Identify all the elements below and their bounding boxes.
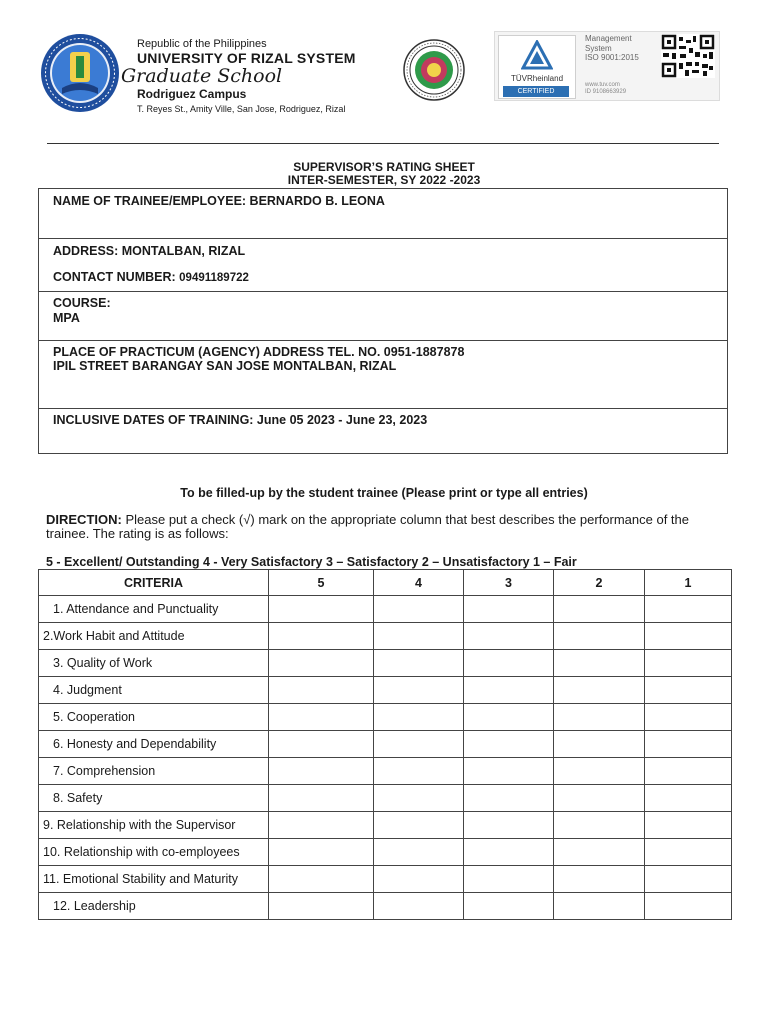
rating-cell-5[interactable] [269, 785, 374, 812]
criteria-cell: 9. Relationship with the Supervisor [39, 812, 269, 839]
contact-number [53, 270, 249, 286]
practicum-address: IPIL STREET BARANGAY SAN JOSE MONTALBAN, RIZAL [53, 359, 397, 373]
table-row [39, 677, 732, 704]
tuv-triangle-icon [521, 40, 553, 72]
rating-cell-5[interactable] [269, 596, 374, 623]
course-label: COURSE: [53, 296, 111, 310]
rating-cell-4[interactable] [374, 704, 464, 731]
table-header-row [39, 570, 732, 596]
tuv-brand-text: TÜVRheinland [510, 74, 564, 83]
rating-cell-1[interactable] [645, 812, 732, 839]
table-row [39, 650, 732, 677]
criteria-cell: 12. Leadership [39, 893, 269, 920]
rating-cell-3[interactable] [464, 704, 554, 731]
rating-cell-5[interactable] [269, 650, 374, 677]
cert-id: ID 9108663929 [585, 89, 627, 95]
rating-cell-1[interactable] [645, 839, 732, 866]
criteria-cell: 4. Judgment [39, 677, 269, 704]
header-rating-5: 5 [269, 570, 374, 596]
cert-web-text [585, 82, 655, 96]
criteria-cell: 3. Quality of Work [39, 650, 269, 677]
table-row [39, 731, 732, 758]
contact-value: 09491189722 [179, 272, 249, 284]
campus-name: Rodriguez Campus [137, 87, 247, 101]
header-rating-3: 3 [464, 570, 554, 596]
header-rating-4: 4 [374, 570, 464, 596]
direction-label: DIRECTION: [46, 512, 122, 527]
rating-cell-4[interactable] [374, 650, 464, 677]
trainee-info-box [38, 188, 728, 454]
table-row [39, 866, 732, 893]
university-name: UNIVERSITY OF RIZAL SYSTEM [137, 50, 356, 66]
rating-cell-4[interactable] [374, 839, 464, 866]
rating-cell-2[interactable] [554, 677, 645, 704]
rating-cell-1[interactable] [645, 731, 732, 758]
table-row [39, 785, 732, 812]
rating-cell-1[interactable] [645, 866, 732, 893]
trainee-address: ADDRESS: MONTALBAN, RIZAL [53, 244, 246, 258]
rating-cell-5[interactable] [269, 893, 374, 920]
qr-code-icon [661, 34, 715, 78]
trainee-name: NAME OF TRAINEE/EMPLOYEE: BERNARDO B. LEONA [53, 194, 385, 208]
rating-cell-3[interactable] [464, 596, 554, 623]
republic-text: Republic of the Philippines [137, 38, 267, 50]
rating-table [38, 569, 732, 920]
cert-web: www.tuv.com [585, 82, 620, 88]
criteria-cell: 5. Cooperation [39, 704, 269, 731]
rating-cell-2[interactable] [554, 839, 645, 866]
rating-cell-3[interactable] [464, 623, 554, 650]
course-value: MPA [53, 311, 80, 325]
info-divider [39, 408, 727, 409]
rating-cell-5[interactable] [269, 677, 374, 704]
rating-cell-3[interactable] [464, 812, 554, 839]
rating-cell-1[interactable] [645, 704, 732, 731]
header-criteria: CRITERIA [39, 570, 269, 596]
rating-cell-3[interactable] [464, 677, 554, 704]
tuv-rheinland-mark [498, 35, 576, 99]
header-divider [47, 143, 719, 144]
rating-cell-5[interactable] [269, 866, 374, 893]
rating-cell-1[interactable] [645, 677, 732, 704]
rating-cell-5[interactable] [269, 839, 374, 866]
info-divider [39, 291, 727, 292]
rating-cell-5[interactable] [269, 758, 374, 785]
criteria-cell: 7. Comprehension [39, 758, 269, 785]
rating-cell-2[interactable] [554, 596, 645, 623]
rating-cell-2[interactable] [554, 893, 645, 920]
rating-cell-2[interactable] [554, 758, 645, 785]
rating-cell-2[interactable] [554, 623, 645, 650]
cert-line-3: ISO 9001:2015 [585, 53, 639, 62]
rating-cell-4[interactable] [374, 677, 464, 704]
rating-cell-1[interactable] [645, 785, 732, 812]
criteria-cell: 1. Attendance and Punctuality [39, 596, 269, 623]
rating-cell-3[interactable] [464, 758, 554, 785]
iso-certification-badge [494, 31, 720, 101]
letterhead [121, 38, 397, 116]
rating-cell-5[interactable] [269, 623, 374, 650]
cert-line-1: Management [585, 34, 632, 43]
direction-text [46, 513, 726, 541]
rating-cell-2[interactable] [554, 650, 645, 677]
fill-up-note: To be filled-up by the student trainee (Please print or type all entries) [180, 486, 588, 500]
table-row [39, 893, 732, 920]
direction-body: Please put a check (√) mark on the appropriate column that best describes the performance of the trainee. The rating is as follows: [46, 512, 690, 541]
graduate-school-seal-logo [403, 38, 465, 102]
form-subtitle: INTER-SEMESTER, SY 2022 -2023 [287, 173, 481, 187]
graduate-school-name: Graduate School [121, 65, 283, 87]
rating-cell-2[interactable] [554, 812, 645, 839]
certified-badge: CERTIFIED [503, 86, 569, 97]
rating-cell-3[interactable] [464, 650, 554, 677]
training-dates: INCLUSIVE DATES OF TRAINING: June 05 2023 - June 23, 2023 [53, 413, 428, 427]
rating-cell-4[interactable] [374, 785, 464, 812]
rating-cell-4[interactable] [374, 866, 464, 893]
rating-cell-4[interactable] [374, 731, 464, 758]
practicum-place: PLACE OF PRACTICUM (AGENCY) ADDRESS TEL. NO. 0951-1887878 [53, 345, 465, 359]
rating-cell-2[interactable] [554, 785, 645, 812]
table-row [39, 704, 732, 731]
table-row [39, 623, 732, 650]
table-row [39, 758, 732, 785]
rating-cell-3[interactable] [464, 731, 554, 758]
rating-cell-4[interactable] [374, 596, 464, 623]
rating-cell-4[interactable] [374, 623, 464, 650]
rating-cell-1[interactable] [645, 596, 732, 623]
rating-scale: 5 - Excellent/ Outstanding 4 - Very Satisfactory 3 – Satisfactory 2 – Unsatisfactory 1 – Fair [46, 555, 577, 569]
rating-cell-3[interactable] [464, 866, 554, 893]
cert-line-2: System [585, 43, 612, 53]
rating-cell-5[interactable] [269, 812, 374, 839]
rating-cell-3[interactable] [464, 839, 554, 866]
rating-cell-1[interactable] [645, 623, 732, 650]
criteria-cell: 2.Work Habit and Attitude [39, 623, 269, 650]
rating-cell-2[interactable] [554, 866, 645, 893]
contact-label: CONTACT NUMBER: [53, 270, 176, 284]
criteria-cell: 8. Safety [39, 785, 269, 812]
rating-cell-1[interactable] [645, 893, 732, 920]
campus-address: T. Reyes St., Amity Ville, San Jose, Rodriguez, Rizal [137, 104, 346, 114]
rating-cell-3[interactable] [464, 785, 554, 812]
management-system-text [585, 34, 655, 63]
rating-cell-5[interactable] [269, 704, 374, 731]
criteria-cell: 10. Relationship with co-employees [39, 839, 269, 866]
university-seal-logo [40, 32, 120, 114]
table-row [39, 812, 732, 839]
criteria-cell: 11. Emotional Stability and Maturity [39, 866, 269, 893]
rating-cell-1[interactable] [645, 650, 732, 677]
table-row [39, 596, 732, 623]
rating-cell-4[interactable] [374, 758, 464, 785]
info-divider [39, 238, 727, 239]
rating-cell-4[interactable] [374, 812, 464, 839]
criteria-cell: 6. Honesty and Dependability [39, 731, 269, 758]
rating-cell-3[interactable] [464, 893, 554, 920]
header-rating-1: 1 [645, 570, 732, 596]
rating-cell-2[interactable] [554, 704, 645, 731]
table-row [39, 839, 732, 866]
rating-cell-2[interactable] [554, 731, 645, 758]
rating-cell-4[interactable] [374, 893, 464, 920]
header-rating-2: 2 [554, 570, 645, 596]
rating-cell-1[interactable] [645, 758, 732, 785]
form-title: SUPERVISOR’S RATING SHEET [293, 160, 475, 174]
rating-cell-5[interactable] [269, 731, 374, 758]
info-divider [39, 340, 727, 341]
